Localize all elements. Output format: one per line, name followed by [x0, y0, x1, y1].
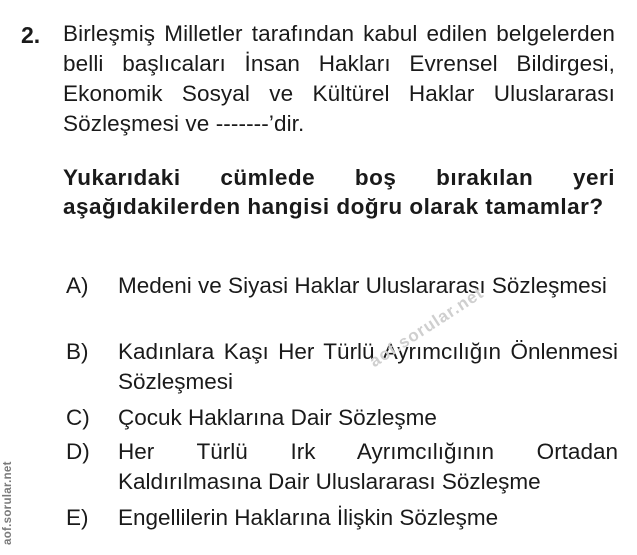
option-letter: B)	[66, 339, 89, 364]
side-watermark: aof.sorular.net	[2, 461, 14, 545]
option-e[interactable]	[66, 503, 618, 533]
option-text: Her Türlü Irk Ayrımcılığının Ortadan Kaldırılmasına Dair Uluslararası Sözleşme	[118, 439, 618, 494]
option-c[interactable]	[66, 403, 618, 433]
option-letter: E)	[66, 505, 89, 530]
option-text: Medeni ve Siyasi Haklar Uluslararası Sözleşmesi	[118, 273, 607, 298]
option-text: Engellilerin Haklarına İlişkin Sözleşme	[118, 505, 499, 530]
option-a[interactable]	[66, 271, 618, 301]
option-letter: C)	[66, 405, 90, 430]
option-text: Kadınlara Kaşı Her Türlü Ayrımcılığın Önlenmesi Sözleşmesi	[118, 339, 618, 394]
option-d[interactable]	[66, 437, 618, 497]
option-letter: A)	[66, 273, 89, 298]
option-letter: D)	[66, 439, 90, 464]
question-stem: Birleşmiş Milletler tarafından kabul edilen belgelerden belli başlıcaları İnsan Hakları Evrensel Bildirgesi, Ekonomik Sosyal ve Kültürel Haklar Uluslararası Sözleşmesi ve -------’dir.	[63, 21, 615, 136]
option-b[interactable]	[66, 337, 618, 397]
question-number: 2.	[21, 22, 41, 48]
question-prompt: Yukarıdaki cümlede boş bırakılan yeri aşağıdakilerden hangisi doğru olarak tamamlar?	[63, 165, 615, 219]
option-text: Çocuk Haklarına Dair Sözleşme	[118, 405, 437, 430]
diagonal-watermark: aof.sorular.net	[366, 283, 488, 371]
